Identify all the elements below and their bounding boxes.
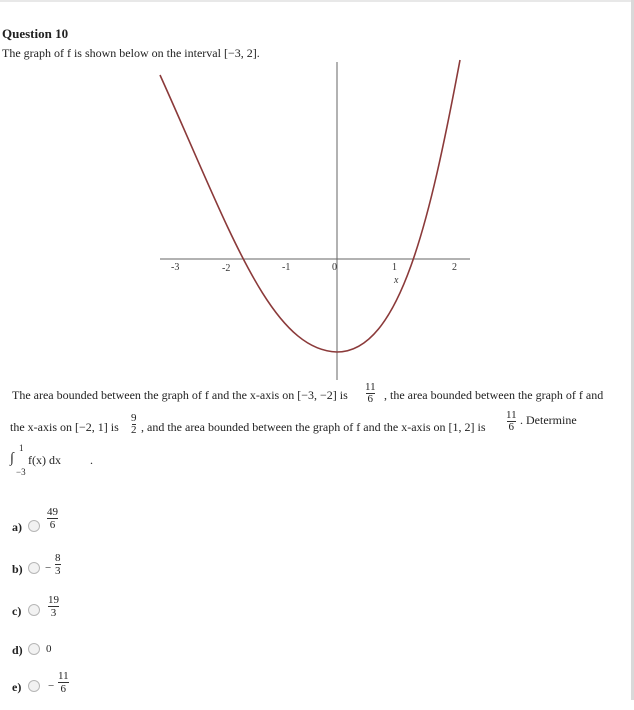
option-b-radio[interactable]: [28, 562, 40, 574]
area-fraction-1: 11 6: [365, 381, 376, 405]
integral-lower-limit: −3: [16, 467, 26, 477]
integral-body: f(x) dx: [28, 453, 61, 467]
area-text-line1b: , the area bounded between the graph of f and: [384, 388, 604, 402]
option-a[interactable]: a) 49 6: [12, 506, 58, 534]
tick-label-0: 0: [332, 262, 337, 273]
option-a-value: 49 6: [47, 506, 58, 531]
area-fraction-2: 9 2: [131, 412, 137, 436]
area-text-line2a: the x-axis on [−2, 1] is: [10, 420, 119, 434]
option-e-value: 11 6: [58, 670, 69, 695]
question-title: Question 10: [2, 26, 69, 41]
option-b[interactable]: b) − 8 3: [12, 552, 61, 577]
integral-upper-limit: 1: [19, 443, 24, 453]
integral-sign: ∫: [10, 451, 14, 466]
tick-label-neg2: -2: [222, 263, 231, 274]
option-b-value: 8 3: [55, 552, 61, 577]
curve-f: [160, 60, 460, 352]
option-c-radio[interactable]: [28, 604, 40, 616]
option-e[interactable]: e) − 11 6: [12, 670, 69, 695]
area-text-line2c: . Determine: [520, 413, 577, 427]
option-d-radio[interactable]: [28, 643, 40, 655]
tick-label-2: 2: [452, 262, 457, 273]
option-d-value: 0: [46, 643, 52, 655]
option-d[interactable]: d) 0: [12, 643, 52, 657]
option-b-sign: −: [45, 562, 52, 574]
area-fraction-3: 11 6: [506, 409, 517, 433]
area-text-line1a: The area bounded between the graph of f and the x-axis on [−3, −2] is: [12, 388, 348, 402]
question-intro: The graph of f is shown below on the interval [−3, 2].: [2, 46, 260, 60]
option-e-sign: −: [48, 680, 55, 692]
option-e-radio[interactable]: [28, 680, 40, 692]
option-c-value: 19 3: [48, 594, 59, 619]
option-a-radio[interactable]: [28, 520, 40, 532]
tick-label-neg1: -1: [282, 262, 291, 273]
tick-label-1: 1: [392, 262, 397, 273]
x-axis-label: x: [394, 275, 399, 286]
area-text-line2b: , and the area bounded between the graph of f and the x-axis on [1, 2] is: [141, 420, 486, 434]
integral-end: .: [90, 453, 93, 467]
option-c[interactable]: c) 19 3: [12, 594, 59, 619]
tick-label-neg3: -3: [171, 262, 180, 273]
